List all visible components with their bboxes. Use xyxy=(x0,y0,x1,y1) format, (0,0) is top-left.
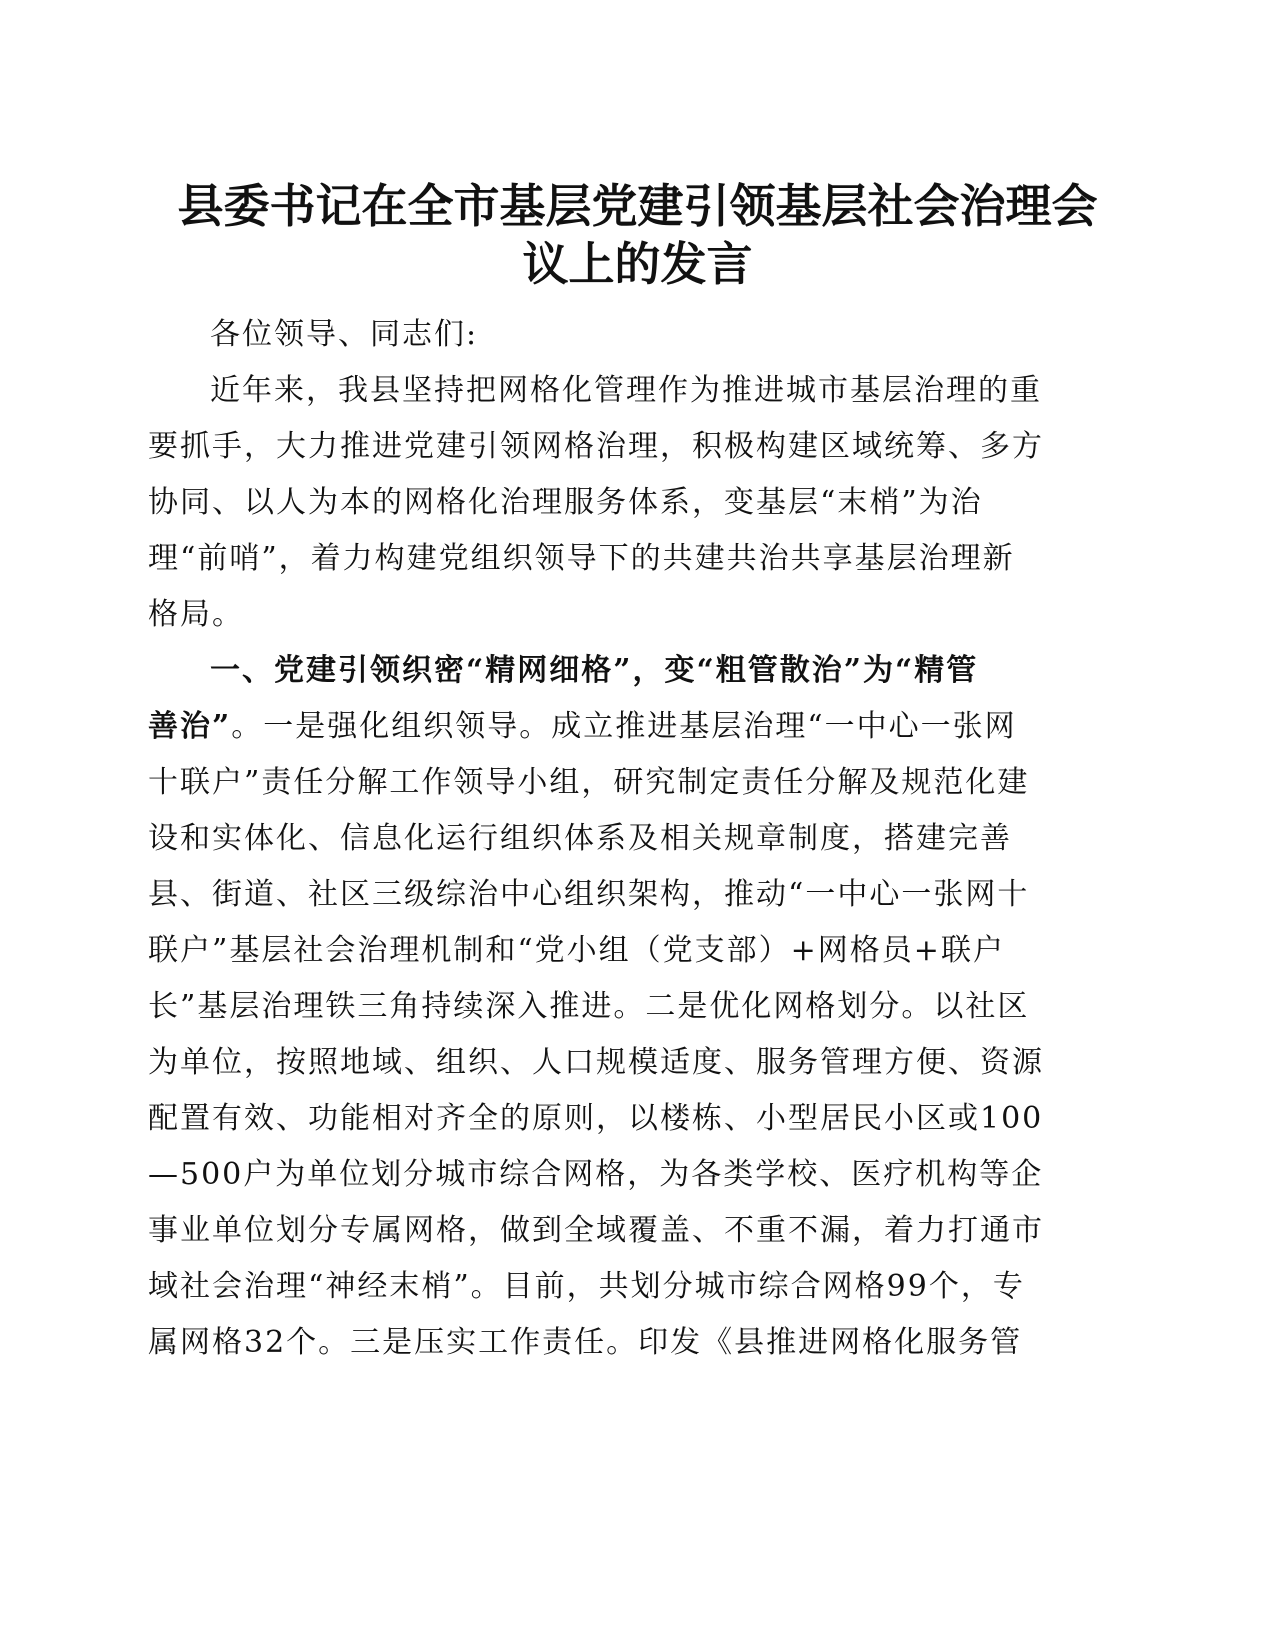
section-1-heading-end: 善治” xyxy=(148,709,232,744)
section-1-line: 属网格32个。三是压实工作责任。印发《县推进网格化服务管 xyxy=(148,1325,1023,1360)
section-1-heading: 一、党建引领织密“精网细格”，变“粗管散治”为“精管 xyxy=(210,653,979,688)
section-1-line: 十联户”责任分解工作领导小组，研究制定责任分解及规范化建 xyxy=(148,765,1030,800)
document-title-line-2: 议上的发言 xyxy=(522,237,753,291)
intro-line: 理“前哨”，着力构建党组织领导下的共建共治共享基层治理新 xyxy=(148,541,1015,576)
intro-line: 格局。 xyxy=(148,597,244,632)
section-1-line: 设和实体化、信息化运行组织体系及相关规章制度，搭建完善 xyxy=(148,821,1012,856)
section-1-line: 域社会治理“神经末梢”。目前，共划分城市综合网格99个，专 xyxy=(148,1269,1025,1304)
section-1-line: —500户为单位划分城市综合网格，为各类学校、医疗机构等企 xyxy=(148,1157,1044,1192)
section-1-line: 事业单位划分专属网格，做到全域覆盖、不重不漏，着力打通市 xyxy=(148,1213,1044,1248)
section-1-line: 县、街道、社区三级综治中心组织架构，推动“一中心一张网十 xyxy=(148,877,1030,912)
intro-line: 要抓手，大力推进党建引领网格治理，积极构建区域统筹、多方 xyxy=(148,429,1044,464)
section-1-text: 。一是强化组织领导。成立推进基层治理“一中心一张网 xyxy=(231,709,1017,744)
section-1-line: 联户”基层社会治理机制和“党小组（党支部）+网格员+联户 xyxy=(148,933,1005,968)
section-1-line: 为单位，按照地域、组织、人口规模适度、服务管理方便、资源 xyxy=(148,1045,1044,1080)
document-title-line-1: 县委书记在全市基层党建引领基层社会治理会 xyxy=(177,179,1098,233)
section-1-line: 长”基层治理铁三角持续深入推进。二是优化网格划分。以社区 xyxy=(148,989,1030,1024)
intro-line: 近年来，我县坚持把网格化管理作为推进城市基层治理的重 xyxy=(210,373,1042,408)
intro-line: 协同、以人为本的网格化治理服务体系，变基层“末梢”为治 xyxy=(148,485,983,520)
greeting: 各位领导、同志们: xyxy=(210,317,479,352)
section-1-line: 配置有效、功能相对齐全的原则，以楼栋、小型居民小区或100 xyxy=(148,1101,1044,1136)
section-1-line xyxy=(148,707,1017,747)
